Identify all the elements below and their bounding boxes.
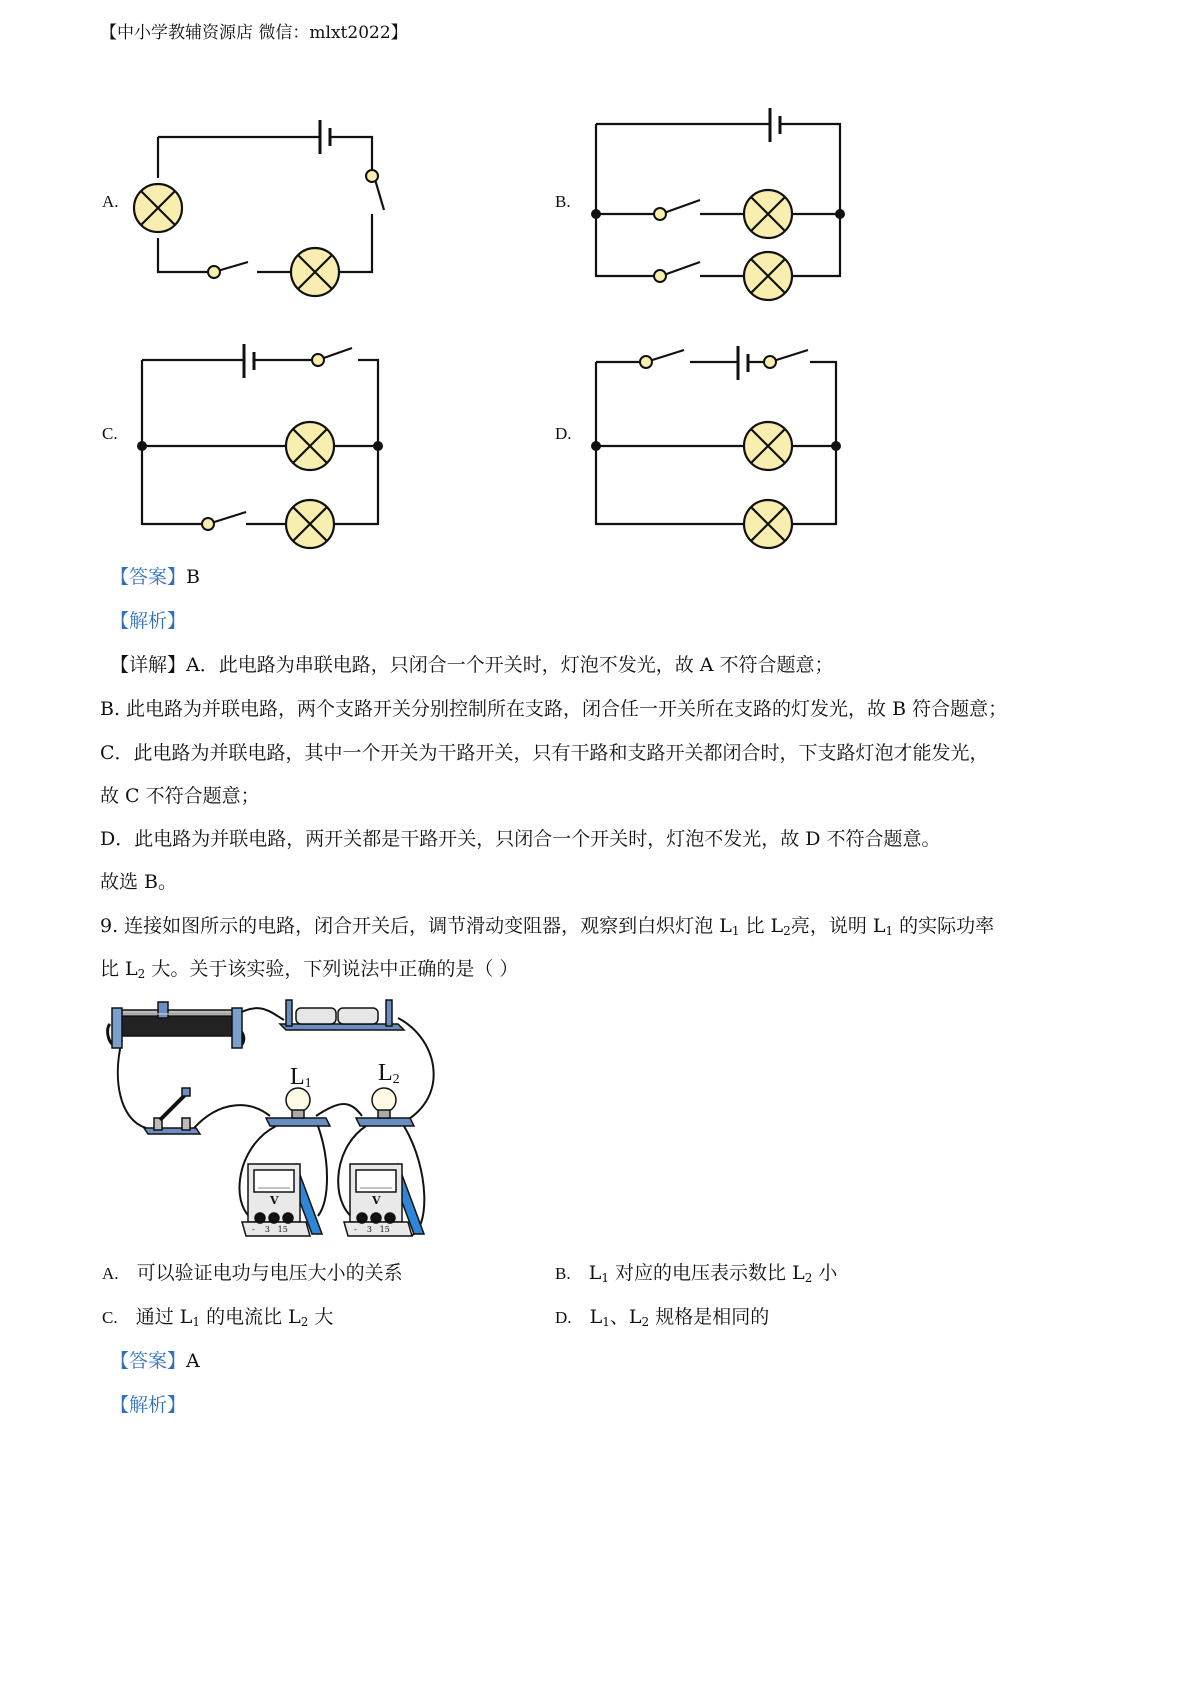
q8-detail-d: D．此电路为并联电路，两开关都是干路开关，只闭合一个开关时，灯泡不发光，故 D 不符合题意。 <box>100 828 941 850</box>
circuit-a-label: A. <box>102 192 119 211</box>
circuit-b-label: B. <box>555 192 571 211</box>
q9-option-c: C. 通过 $L_1$ 的电流比 $L_2$ 大 <box>102 1306 334 1329</box>
battery-box <box>280 1000 404 1030</box>
knife-switch <box>144 1088 200 1134</box>
voltmeter-2-terminals: - 3 15 <box>354 1225 390 1234</box>
voltmeter-1-terminals: - 3 15 <box>252 1225 288 1234</box>
detail-a-text: A．此电路为串联电路，只闭合一个开关时，灯泡不发光，故 A 不符合题意； <box>186 654 834 676</box>
lamp-2 <box>356 1088 414 1126</box>
voltmeter-2-symbol: V <box>372 1194 381 1207</box>
q9-option-d: D. $L_1$、$L_2$ 规格是相同的 <box>555 1306 770 1329</box>
page-header: 【中小学教辅资源店 微信：mlxt2022】 <box>100 23 408 43</box>
analysis-tag: 【解析】 <box>110 1394 187 1416</box>
lamp-1 <box>266 1088 330 1126</box>
q9-stem-line1: 9. 连接如图所示的电路，闭合开关后，调节滑动变阻器，观察到白炽灯泡 $L_1$ 比 $L_2$亮，说明 $L_1$ 的实际功率 <box>100 915 995 938</box>
lamp-1-label: $L_1$ <box>290 1064 312 1091</box>
rheostat <box>108 1002 244 1048</box>
q8-detail-c-line1: C．此电路为并联电路，其中一个开关为干路开关，只有干路和支路开关都闭合时，下支路灯泡才能发光， <box>100 742 989 764</box>
q9-answer <box>110 1346 200 1373</box>
analysis-tag: 【解析】 <box>110 610 187 632</box>
q9-analysis-tag <box>110 1390 186 1417</box>
answer-tag: 【答案】 <box>110 566 187 588</box>
q9-option-b: B. $L_1$ 对应的电压表示数比 $L_2$ 小 <box>555 1262 838 1285</box>
q8-detail-b: B. 此电路为并联电路，两个支路开关分别控制所在支路，闭合任一开关所在支路的灯发光，故 B 符合题意； <box>100 698 1008 720</box>
answer-tag: 【答案】 <box>110 1350 187 1372</box>
answer-value: B <box>186 566 200 588</box>
q8-detail-c-line2: 故 C 不符合题意； <box>100 785 260 807</box>
circuit-c-label: C. <box>102 424 118 443</box>
q9-stem-line2: 比 $L_2$ 大。关于该实验，下列说法中正确的是（ ） <box>100 958 519 981</box>
circuit-d-label: D. <box>555 424 572 443</box>
q8-conclusion: 故选 B。 <box>100 871 178 893</box>
answer-value: A <box>186 1350 200 1372</box>
lamp-2-label: $L_2$ <box>378 1060 400 1087</box>
voltmeter-1-symbol: V <box>270 1194 279 1207</box>
detail-tag: 【详解】 <box>110 654 187 676</box>
q9-option-a: A. 可以验证电功与电压大小的关系 <box>102 1262 403 1284</box>
